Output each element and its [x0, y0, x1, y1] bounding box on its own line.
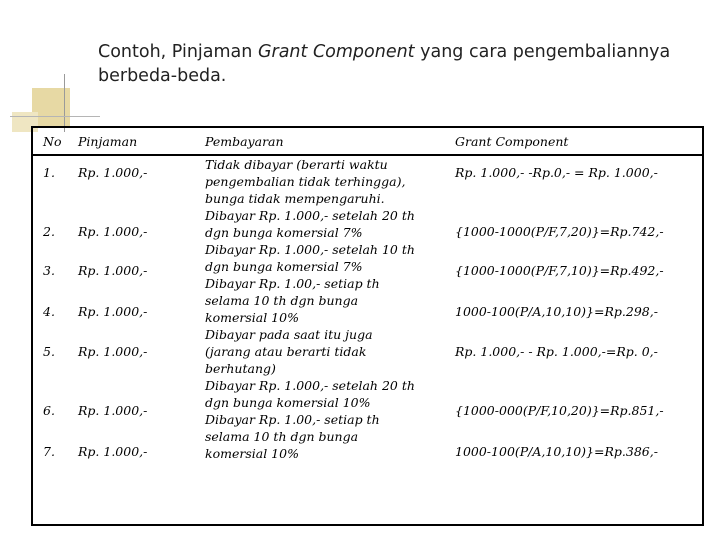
- row-3-no: 3.: [43, 263, 55, 278]
- pembayaran-line: selama 10 th dgn bunga: [205, 429, 359, 444]
- pembayaran-column: [205, 156, 415, 462]
- pembayaran-line: Dibayar pada saat itu juga: [205, 327, 373, 342]
- pembayaran-line: dgn bunga komersial 7%: [205, 259, 363, 274]
- row-4-no: 4.: [43, 304, 55, 319]
- row-6-pinjaman: Rp. 1.000,-: [78, 403, 148, 418]
- row-1-grant: Rp. 1.000,- -Rp.0,- = Rp. 1.000,-: [455, 165, 658, 180]
- row-1-pinjaman: Rp. 1.000,-: [78, 165, 148, 180]
- title-suffix: yang cara pengembaliannya: [420, 42, 671, 62]
- title-italic: Grant Component: [257, 42, 415, 62]
- pembayaran-line: Dibayar Rp. 1.000,- setelah 20 th: [205, 208, 415, 223]
- pembayaran-line: berhutang): [205, 361, 276, 376]
- decorative-horizontal-line: [10, 116, 100, 117]
- pembayaran-line: dgn bunga komersial 7%: [205, 225, 363, 240]
- row-2-pinjaman: Rp. 1.000,-: [78, 224, 148, 239]
- row-6-grant: {1000-000(P/F,10,20)}=Rp.851,-: [455, 403, 664, 418]
- row-2-no: 2.: [43, 224, 55, 239]
- row-4-pinjaman: Rp. 1.000,-: [78, 304, 148, 319]
- slide-title: [98, 40, 698, 88]
- pembayaran-line: Dibayar Rp. 1.000,- setelah 20 th: [205, 378, 415, 393]
- row-4-grant: 1000-100(P/A,10,10)}=Rp.298,-: [455, 304, 658, 319]
- row-7-no: 7.: [43, 444, 55, 459]
- pembayaran-line: Dibayar Rp. 1.00,- setiap th: [205, 276, 380, 291]
- pembayaran-line: komersial 10%: [205, 310, 299, 325]
- pembayaran-line: komersial 10%: [205, 446, 299, 461]
- pembayaran-line: Tidak dibayar (berarti waktu: [205, 157, 388, 172]
- pembayaran-line: pengembalian tidak terhingga),: [205, 174, 406, 189]
- title-prefix: Contoh, Pinjaman: [98, 42, 253, 62]
- row-1-no: 1.: [43, 165, 55, 180]
- pembayaran-line: Dibayar Rp. 1.00,- setiap th: [205, 412, 380, 427]
- row-5-pinjaman: Rp. 1.000,-: [78, 344, 148, 359]
- row-5-no: 5.: [43, 344, 55, 359]
- row-7-pinjaman: Rp. 1.000,-: [78, 444, 148, 459]
- header-pembayaran: Pembayaran: [205, 134, 284, 149]
- row-3-grant: {1000-1000(P/F,7,10)}=Rp.492,-: [455, 263, 664, 278]
- row-6-no: 6.: [43, 403, 55, 418]
- pembayaran-line: bunga tidak mempengaruhi.: [205, 191, 385, 206]
- header-pinjaman: Pinjaman: [78, 134, 138, 149]
- pembayaran-line: selama 10 th dgn bunga: [205, 293, 359, 308]
- pembayaran-line: dgn bunga komersial 10%: [205, 395, 371, 410]
- row-5-grant: Rp. 1.000,- - Rp. 1.000,-=Rp. 0,-: [455, 344, 658, 359]
- pembayaran-line: Dibayar Rp. 1.000,- setelah 10 th: [205, 242, 415, 257]
- pembayaran-line: (jarang atau berarti tidak: [205, 344, 367, 359]
- row-7-grant: 1000-100(P/A,10,10)}=Rp.386,-: [455, 444, 658, 459]
- header-grant-component: Grant Component: [455, 134, 569, 149]
- title-line2: berbeda-beda.: [98, 66, 227, 86]
- grant-component-table: [31, 126, 704, 526]
- row-3-pinjaman: Rp. 1.000,-: [78, 263, 148, 278]
- row-2-grant: {1000-1000(P/F,7,20)}=Rp.742,-: [455, 224, 664, 239]
- decorative-vertical-line: [64, 74, 65, 132]
- header-no: No: [43, 134, 62, 149]
